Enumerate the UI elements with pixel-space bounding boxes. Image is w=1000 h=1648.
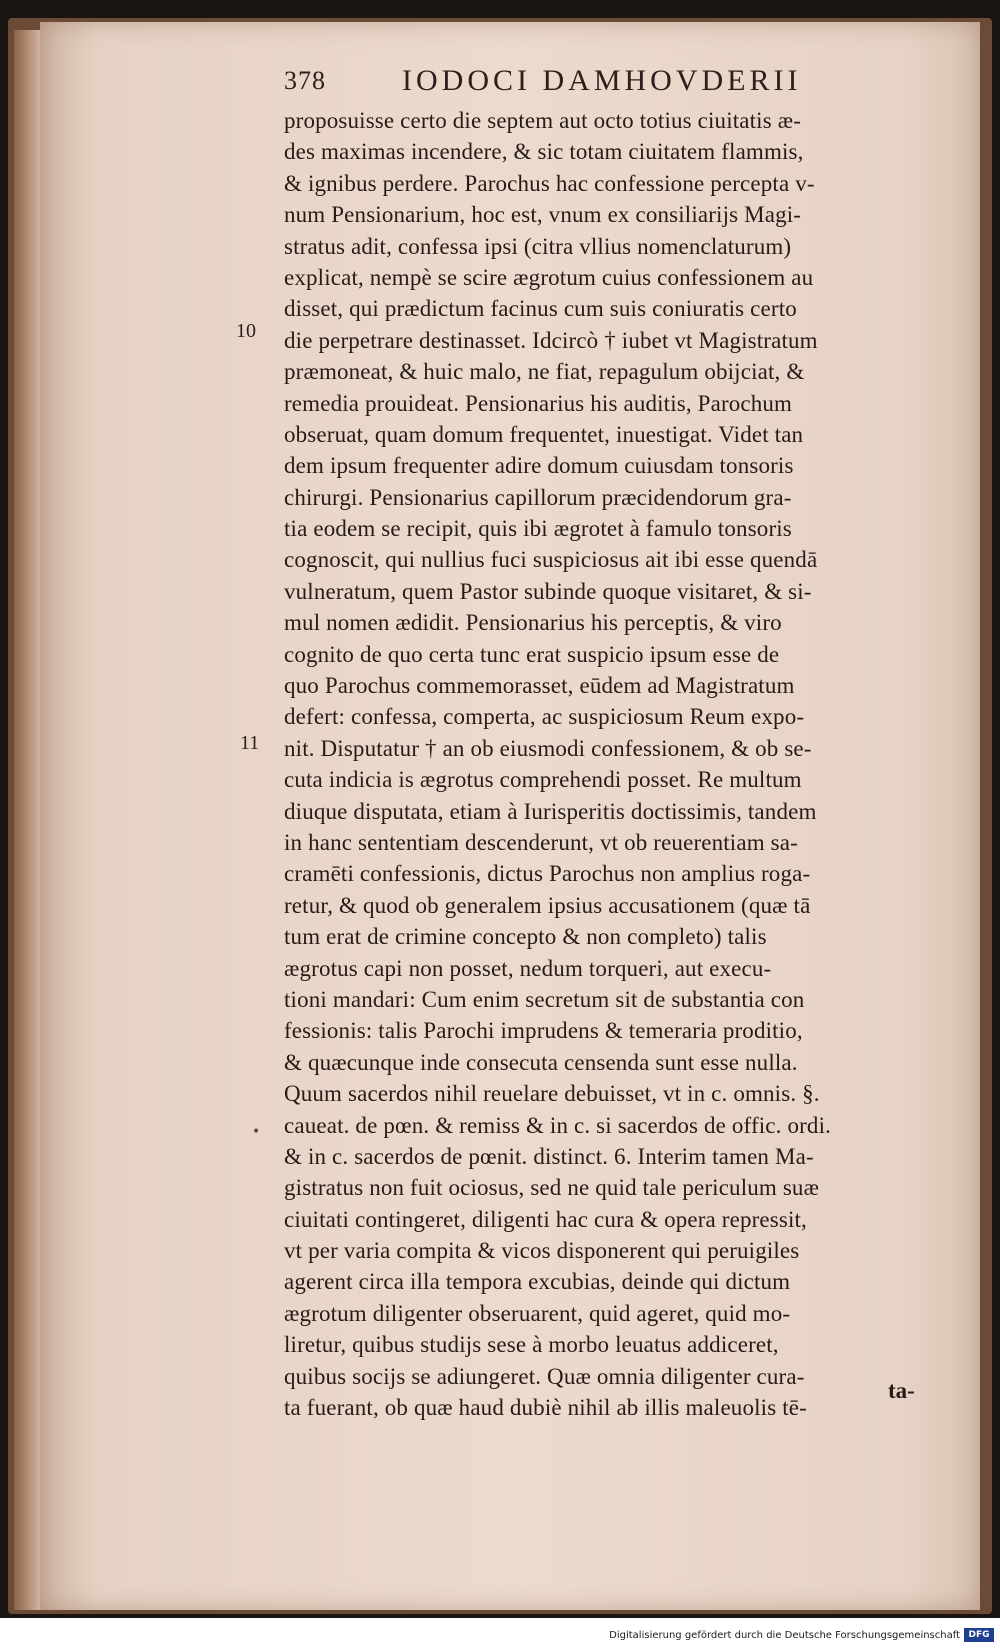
page-fore-edge	[14, 30, 40, 1610]
text-line: obseruat, quam domum frequentet, inuestigat. Videt tan	[284, 421, 804, 447]
body-text	[284, 105, 924, 1423]
text-line: vulneratum, quem Pastor subinde quoque visitaret, & si-	[284, 578, 812, 604]
text-line: ta fuerant, ob quæ haud dubiè nihil ab illis maleuolis tē-	[284, 1395, 807, 1421]
text-line: proposuisse certo die septem aut octo totius ciuitatis æ-	[284, 108, 802, 133]
page-header	[284, 62, 884, 102]
text-line: num Pensionarium, hoc est, vnum ex consiliarijs Magi-	[284, 202, 802, 228]
footer-bar	[0, 1618, 1000, 1648]
text-line: defert: confessa, comperta, ac suspiciosum Reum expo-	[284, 704, 805, 730]
text-line: ægrotus capi non posset, nedum torqueri, aut execu-	[284, 955, 772, 981]
text-line: liretur, quibus studijs sese à morbo leuatus addiceret,	[284, 1332, 779, 1358]
text-line: quo Parochus commemorasset, eūdem ad Magistratum	[284, 673, 795, 699]
text-line: tia eodem se recipit, quis ibi ægrotet à famulo tonsoris	[284, 516, 792, 542]
text-line: die perpetrare destinasset. Idcircò † iubet vt Magistratum	[284, 327, 818, 353]
text-line: gistratus non fuit ociosus, sed ne quid tale periculum suæ	[284, 1175, 820, 1201]
text-line: disset, qui prædictum facinus cum suis coniuratis certo	[284, 296, 797, 322]
text-line: des maximas incendere, & sic totam ciuitatem flammis,	[284, 139, 804, 165]
text-line: & ignibus perdere. Parochus hac confessione percepta v-	[284, 170, 815, 196]
text-line: diuque disputata, etiam à Iurisperitis doctissimis, tandem	[284, 798, 817, 824]
text-line: præmoneat, & huic malo, ne fiat, repagulum obijciat, &	[284, 359, 805, 385]
margin-note-11: 11	[240, 732, 260, 754]
stray-ink-mark: •	[252, 1124, 261, 1140]
page-number: 378	[284, 66, 326, 95]
text-line: chirurgi. Pensionarius capillorum præcidendorum gra-	[284, 484, 792, 510]
text-line: cuta indicia is ægrotus comprehendi posset. Re multum	[284, 767, 802, 793]
text-line: Quum sacerdos nihil reuelare debuisset, vt in c. omnis. §.	[284, 1081, 820, 1107]
digitization-credit: Digitalisierung gefördert durch die Deutsche Forschungsgemeinschaft	[609, 1630, 960, 1641]
text-line: vt per varia compita & vicos disponerent qui peruigiles	[284, 1238, 800, 1264]
text-line: cognito de quo certa tunc erat suspicio ipsum esse de	[284, 641, 780, 667]
dfg-logo: DFG	[964, 1628, 994, 1642]
text-line: & quæcunque inde consecuta censenda sunt esse nulla.	[284, 1049, 798, 1075]
text-line: mul nomen ædidit. Pensionarius his perceptis, & viro	[284, 610, 782, 636]
text-line: fessionis: talis Parochi imprudens & temeraria proditio,	[284, 1018, 803, 1044]
text-line: ægrotum diligenter obseruarent, quid ageret, quid mo-	[284, 1300, 791, 1326]
running-head: IODOCI DAMHOVDERII	[402, 64, 802, 97]
text-line: retur, & quod ob generalem ipsius accusationem (quæ tā	[284, 892, 811, 918]
text-line: cramēti confessionis, dictus Parochus non amplius roga-	[284, 861, 811, 887]
text-line: tioni mandari: Cum enim secretum sit de substantia con	[284, 986, 805, 1012]
text-line: stratus adit, confessa ipsi (citra vllius nomenclaturum)	[284, 233, 792, 259]
text-line: nit. Disputatur † an ob eiusmodi confessionem, & ob se-	[284, 735, 812, 761]
text-line: quibus socijs se adiungeret. Quæ omnia diligenter cura-	[284, 1363, 805, 1389]
text-line: dem ipsum frequenter adire domum cuiusdam tonsoris	[284, 453, 794, 479]
catchword: ta-	[888, 1378, 915, 1403]
text-line: ciuitati contingeret, diligenti hac cura & opera repressit,	[284, 1206, 807, 1232]
text-line: caueat. de pœn. & remiss & in c. si sacerdos de offic. ordi.	[284, 1112, 832, 1138]
text-line: explicat, nempè se scire ægrotum cuius confessionem au	[284, 264, 814, 290]
margin-note-10: 10	[236, 320, 256, 342]
text-line: tum erat de crimine concepto & non completo) talis	[284, 924, 767, 950]
text-line: remedia prouideat. Pensionarius his auditis, Parochum	[284, 390, 793, 416]
text-line: cognoscit, qui nullius fuci suspiciosus ait ibi esse quendā	[284, 547, 818, 573]
text-line: & in c. sacerdos de pœnit. distinct. 6. Interim tamen Ma-	[284, 1143, 814, 1169]
text-line: agerent circa illa tempora excubias, deinde qui dictum	[284, 1269, 791, 1295]
text-line: in hanc sententiam descenderunt, vt ob reuerentiam sa-	[284, 829, 798, 855]
